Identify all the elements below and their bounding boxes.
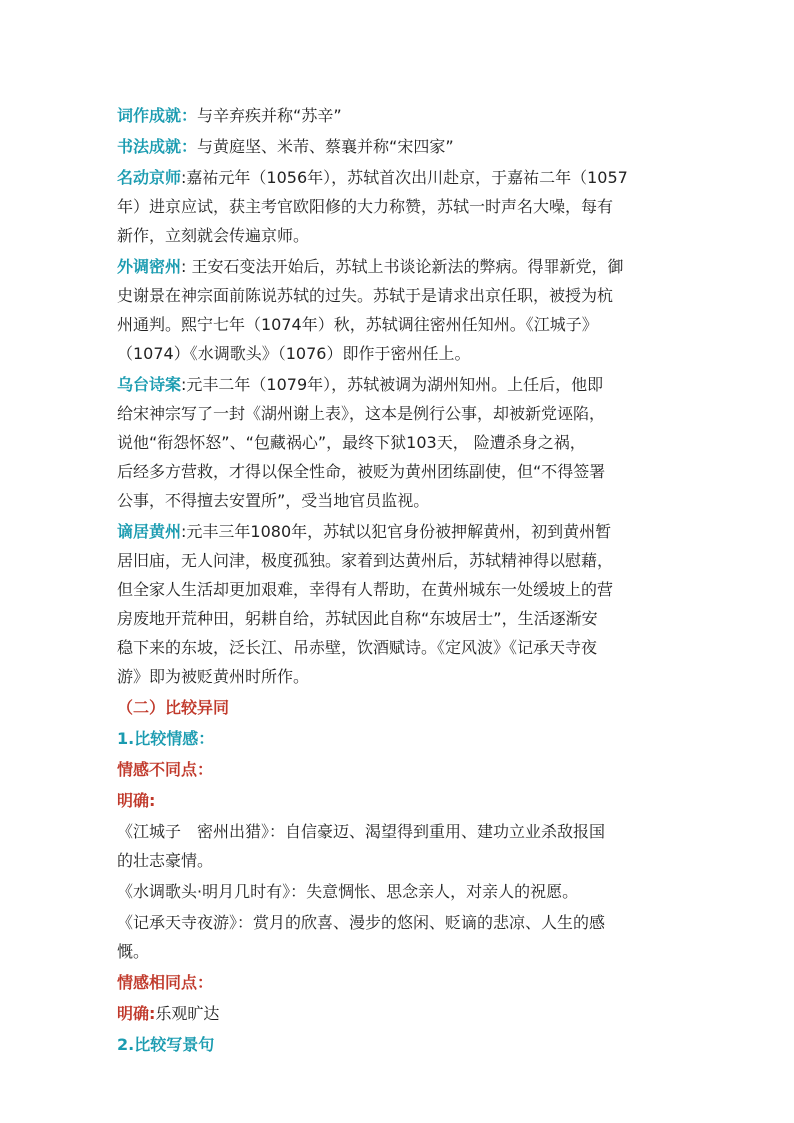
poem-jiangchengzi <box>117 817 698 875</box>
life-line: 年）进京应试，获主考官欧阳修的大力称赞，苏轼一时声名大噪，每有 <box>117 197 614 216</box>
achievement-ci <box>117 101 698 130</box>
life-line <box>117 163 698 192</box>
life-line: 居旧庙，无人问津，极度孤独。家着到达黄州后，苏轼精神得以慰藉， <box>117 551 614 570</box>
achievement-sep: ： <box>181 106 198 125</box>
poem-line: 《水调歌头·明月几时有》：失意惆怅、思念亲人，对亲人的祝愿。 <box>117 882 579 901</box>
life-text: :嘉祐元年（1056年），苏轼首次出川赴京，于嘉祐二年（1057 <box>181 168 628 187</box>
achievement-shufa <box>117 132 698 161</box>
achievement-sep: ： <box>181 137 198 156</box>
life-line <box>117 370 698 399</box>
life-line: 说他“衔怨怀怒”、“包藏祸心”，最终下狱103天， 险遭杀身之祸， <box>117 433 586 452</box>
life-label: 谪居黄州 <box>117 522 182 541</box>
life-line <box>117 252 698 281</box>
emotion-same-heading: 情感相同点： <box>117 973 214 992</box>
life-label: 名动京师 <box>117 168 182 187</box>
mingque-text: 乐观旷达 <box>155 1004 220 1023</box>
life-text: : 王安石变法开始后，苏轼上书谈论新法的弊病。得罪新党，御 <box>181 257 624 276</box>
life-label: 外调密州 <box>117 257 182 276</box>
mingque-label: 明确: <box>117 1004 156 1023</box>
life-line: 史谢景在神宗面前陈说苏轼的过失。苏轼于是请求出京任职，被授为杭 <box>117 286 614 305</box>
subheading-compare-scenery: 2.比较写景句 <box>117 1035 215 1054</box>
poem-chengtiansi <box>117 908 698 966</box>
achievement-text: 与辛弃疾并称“苏辛” <box>197 106 342 125</box>
life-section-mingdong <box>117 163 698 250</box>
life-section-zheju <box>117 517 698 691</box>
life-line: 州通判。熙宁七年（1074年）秋，苏轼调往密州任知州。《江城子》 <box>117 315 598 334</box>
poem-line: 《记承天寺夜游》：赏月的欣喜、漫步的悠闲、贬谪的悲凉、人生的感 <box>117 913 606 932</box>
achievement-label: 词作成就 <box>117 106 182 125</box>
life-line: 公事，不得擅去安置所”，受当地官员监视。 <box>117 491 430 510</box>
life-label: 乌台诗案 <box>117 375 182 394</box>
poem-line: 慨。 <box>117 942 150 961</box>
life-line: 但全家人生活却更加艰难，幸得有人帮助，在黄州城东一处缓坡上的营 <box>117 580 614 599</box>
poem-line: 《江城子 密州出猎》：自信豪迈、渴望得到重用、建功立业杀敌报国 <box>117 822 606 841</box>
achievement-text: 与黄庭坚、米芾、蔡襄并称“宋四家” <box>197 137 454 156</box>
mingque-label: 明确: <box>117 791 156 810</box>
life-line: 稳下来的东坡，泛长江、吊赤壁，饮酒赋诗。《定风波》《记承天寺夜 <box>117 638 598 657</box>
poem-line: 的壮志豪情。 <box>117 851 214 870</box>
life-line: 新作，立刻就会传遍京师。 <box>117 226 310 245</box>
life-text: :元丰三年1080年，苏轼以犯官身份被押解黄州，初到黄州暂 <box>181 522 612 541</box>
life-section-wutai <box>117 370 698 515</box>
life-section-waidiao <box>117 252 698 368</box>
life-line: 后经多方营救，才得以保全性命，被贬为黄州团练副使，但“不得签署 <box>117 462 606 481</box>
life-line: 游》即为被贬黄州时所作。 <box>117 667 310 686</box>
emotion-diff-heading: 情感不同点： <box>117 760 214 779</box>
life-line: 给宋神宗写了一封《湖州谢上表》，这本是例行公事，却被新党诬陷， <box>117 404 606 423</box>
poem-shuidiaogetou <box>117 877 698 906</box>
life-line: 房废地开荒种田，躬耕自给，苏轼因此自称“东坡居士”，生活逐渐安 <box>117 609 598 628</box>
section-heading: （二）比较异同 <box>117 698 230 717</box>
life-line <box>117 517 698 546</box>
life-line: （1074）《水调歌头》（1076）即作于密州任上。 <box>117 344 471 363</box>
life-text: :元丰二年（1079年），苏轼被调为湖州知州。上任后，他即 <box>181 375 604 394</box>
subheading-compare-emotion: 1.比较情感： <box>117 729 215 748</box>
mingque-answer <box>117 999 698 1028</box>
achievement-label: 书法成就 <box>117 137 182 156</box>
